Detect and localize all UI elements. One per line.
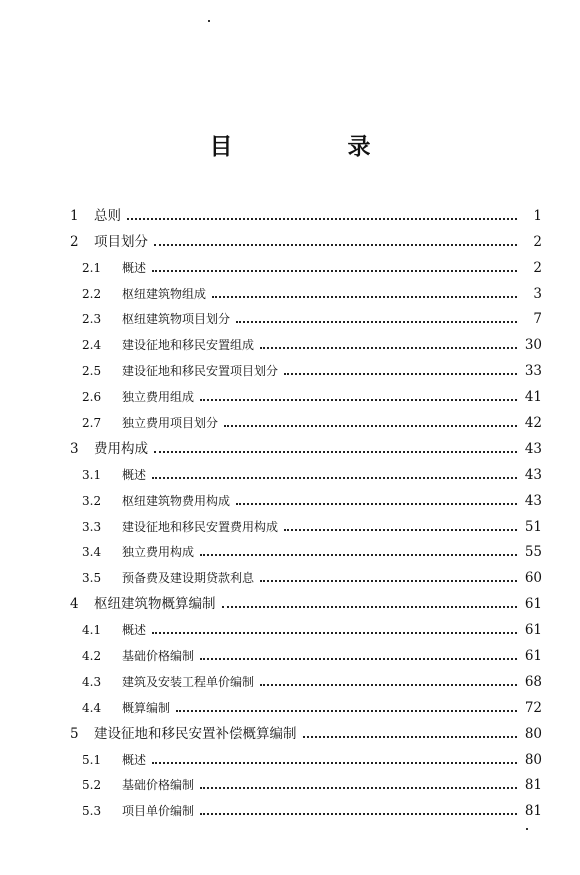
toc-entry xyxy=(70,793,542,819)
toc-entry xyxy=(70,690,542,716)
dot-leader xyxy=(236,503,517,505)
toc-entry-title: 枢纽建筑物概算编制 xyxy=(94,596,216,613)
toc-entry-title: 独立费用项目划分 xyxy=(122,416,219,431)
toc-entry-page: 30 xyxy=(524,337,542,354)
toc-entry-title: 枢纽建筑物费用构成 xyxy=(122,493,231,508)
toc-entry-page: 61 xyxy=(524,622,542,639)
dot-leader xyxy=(284,529,517,531)
toc-entry-title: 概述 xyxy=(122,752,147,767)
toc-entry-number: 2.3 xyxy=(82,312,102,327)
toc-entry-page: 80 xyxy=(524,751,542,768)
toc-entry-page: 68 xyxy=(524,673,542,690)
toc-entry-number: 5.1 xyxy=(82,752,102,767)
dot-leader xyxy=(200,658,517,660)
toc-entry-title: 项目单价编制 xyxy=(122,804,195,819)
toc-entry-title: 费用构成 xyxy=(94,440,148,457)
toc-entry-page: 72 xyxy=(524,699,542,716)
toc-entry-page: 81 xyxy=(524,777,542,794)
toc-entry-title: 预备费及建设期贷款利息 xyxy=(122,571,255,586)
toc-entry-number: 4.3 xyxy=(82,674,102,689)
toc-entry-title: 基础价格编制 xyxy=(122,649,195,664)
dot-leader xyxy=(224,425,517,427)
dot-leader xyxy=(200,399,517,401)
table-of-contents xyxy=(70,198,542,819)
toc-entry-page: 61 xyxy=(524,648,542,665)
dot-leader xyxy=(154,451,517,453)
toc-entry-number: 4.2 xyxy=(82,649,102,664)
dot-leader xyxy=(212,296,517,298)
toc-entry xyxy=(70,483,542,509)
dot-leader xyxy=(260,347,517,349)
dot-leader xyxy=(284,373,517,375)
dot-leader xyxy=(222,606,518,608)
toc-entry-page: 81 xyxy=(524,803,542,820)
toc-entry-title: 独立费用组成 xyxy=(122,390,195,405)
toc-entry xyxy=(70,353,542,379)
dot-leader xyxy=(236,321,517,323)
toc-entry-title: 建筑及安装工程单价编制 xyxy=(122,674,255,689)
toc-entry-number: 3.5 xyxy=(82,571,102,586)
toc-entry xyxy=(70,457,542,483)
toc-entry-title: 概述 xyxy=(122,260,147,275)
toc-entry xyxy=(70,198,542,224)
toc-entry xyxy=(70,716,542,742)
toc-entry-number: 2.1 xyxy=(82,260,102,275)
toc-entry-number: 2.6 xyxy=(82,390,102,405)
dot-leader xyxy=(152,632,517,634)
toc-entry-title: 建设征地和移民安置项目划分 xyxy=(122,364,279,379)
dot-leader xyxy=(303,736,518,738)
toc-entry-number: 4.4 xyxy=(82,700,102,715)
toc-entry-page: 33 xyxy=(524,363,542,380)
dot-leader xyxy=(260,580,517,582)
dot-leader xyxy=(176,710,517,712)
toc-entry-page: 43 xyxy=(524,440,542,457)
dot-leader xyxy=(152,477,517,479)
toc-entry-number: 5.3 xyxy=(82,804,102,819)
toc-entry-page: 55 xyxy=(524,544,542,561)
toc-entry-page: 80 xyxy=(524,725,542,742)
toc-entry-number: 2.7 xyxy=(82,416,102,431)
toc-entry xyxy=(70,560,542,586)
toc-entry-page: 43 xyxy=(524,466,542,483)
toc-entry-number: 4.1 xyxy=(82,623,102,638)
toc-entry-number: 2.2 xyxy=(82,286,102,301)
toc-entry-title: 总则 xyxy=(94,207,121,224)
toc-entry-title: 概述 xyxy=(122,623,147,638)
scan-speck xyxy=(208,20,210,22)
toc-entry-number: 5 xyxy=(70,725,79,742)
toc-entry xyxy=(70,327,542,353)
toc-entry-page: 2 xyxy=(533,259,542,276)
toc-entry-number: 3 xyxy=(70,440,79,457)
dot-leader xyxy=(152,270,517,272)
toc-entry xyxy=(70,405,542,431)
toc-entry-page: 3 xyxy=(533,285,542,302)
toc-entry-title: 项目划分 xyxy=(94,233,148,250)
toc-entry-title: 建设征地和移民安置补偿概算编制 xyxy=(94,725,297,742)
toc-entry xyxy=(70,379,542,405)
toc-entry xyxy=(70,586,542,612)
toc-entry-title: 建设征地和移民安置组成 xyxy=(122,338,255,353)
toc-entry-page: 60 xyxy=(524,570,542,587)
dot-leader xyxy=(200,787,517,789)
toc-entry-number: 3.3 xyxy=(82,519,102,534)
scan-speck xyxy=(526,828,528,830)
toc-entry-page: 1 xyxy=(533,207,542,224)
toc-entry-page: 51 xyxy=(524,518,542,535)
toc-entry-number: 1 xyxy=(70,207,79,224)
dot-leader xyxy=(127,218,517,220)
toc-entry-page: 2 xyxy=(533,233,542,250)
dot-leader xyxy=(154,244,517,246)
toc-entry-page: 7 xyxy=(533,311,542,328)
toc-entry xyxy=(70,638,542,664)
toc-entry xyxy=(70,535,542,561)
toc-entry xyxy=(70,742,542,768)
toc-entry-number: 4 xyxy=(70,596,79,613)
toc-entry xyxy=(70,302,542,328)
toc-entry xyxy=(70,768,542,794)
toc-entry-number: 3.2 xyxy=(82,493,102,508)
toc-entry-number: 2 xyxy=(70,233,79,250)
toc-entry-title: 概述 xyxy=(122,467,147,482)
dot-leader xyxy=(152,762,517,764)
toc-entry xyxy=(70,509,542,535)
toc-entry xyxy=(70,276,542,302)
toc-entry-page: 43 xyxy=(524,492,542,509)
toc-entry-title: 枢纽建筑物组成 xyxy=(122,286,207,301)
toc-entry-title: 建设征地和移民安置费用构成 xyxy=(122,519,279,534)
dot-leader xyxy=(200,554,517,556)
toc-entry xyxy=(70,431,542,457)
toc-entry-page: 41 xyxy=(524,389,542,406)
toc-entry-title: 枢纽建筑物项目划分 xyxy=(122,312,231,327)
toc-entry xyxy=(70,250,542,276)
toc-entry-number: 2.4 xyxy=(82,338,102,353)
toc-entry-title: 独立费用构成 xyxy=(122,545,195,560)
toc-entry xyxy=(70,612,542,638)
toc-entry xyxy=(70,224,542,250)
toc-entry xyxy=(70,664,542,690)
dot-leader xyxy=(200,813,517,815)
toc-entry-number: 5.2 xyxy=(82,778,102,793)
page-title: 目 录 xyxy=(209,133,417,160)
dot-leader xyxy=(260,684,517,686)
toc-entry-number: 2.5 xyxy=(82,364,102,379)
toc-entry-page: 42 xyxy=(524,415,542,432)
toc-entry-title: 基础价格编制 xyxy=(122,778,195,793)
toc-entry-number: 3.1 xyxy=(82,467,102,482)
toc-entry-title: 概算编制 xyxy=(122,700,171,715)
toc-entry-page: 61 xyxy=(524,596,542,613)
toc-entry-number: 3.4 xyxy=(82,545,102,560)
